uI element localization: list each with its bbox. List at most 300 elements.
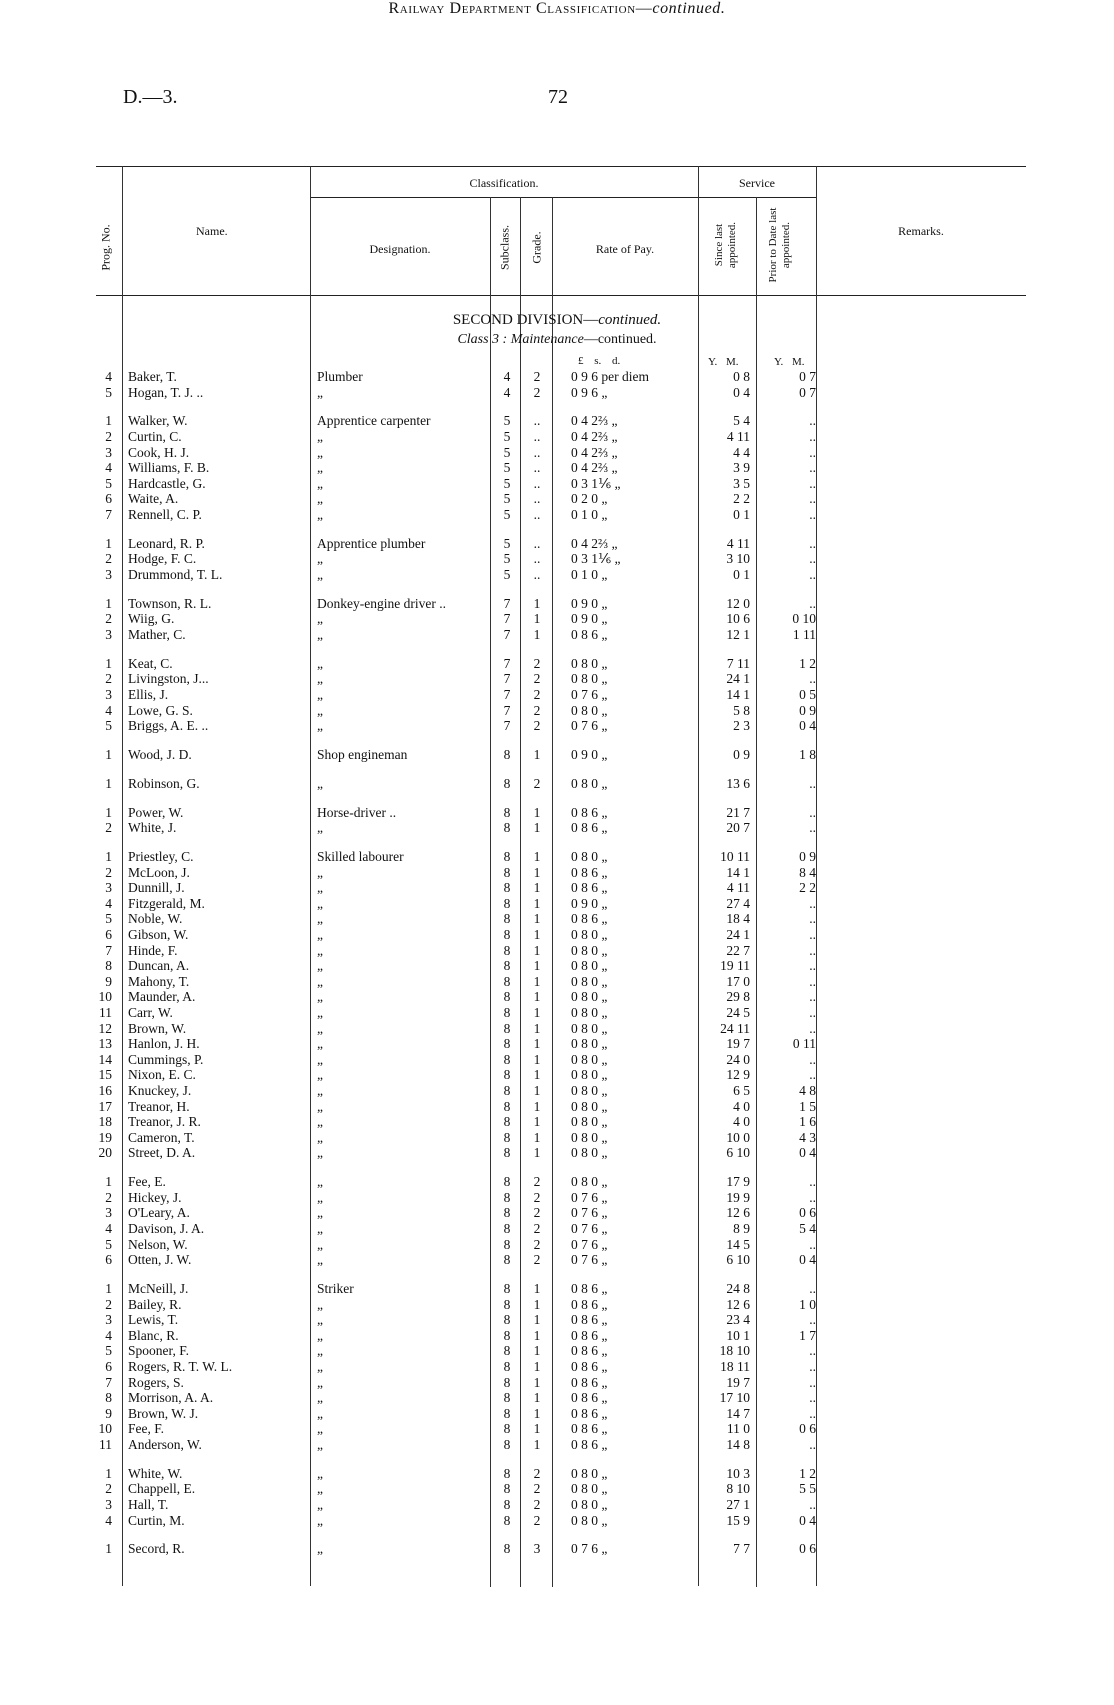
table-row xyxy=(0,1221,1114,1237)
prog-number: 1 xyxy=(105,1281,112,1296)
designation: „ xyxy=(317,507,323,522)
employee-name: Fitzgerald, M. xyxy=(128,895,205,911)
service-prior: 0 4 xyxy=(799,1145,816,1161)
employee-name: Fee, E. xyxy=(128,1174,166,1190)
employee-name: Spooner, F. xyxy=(128,1343,190,1359)
grade: 1 xyxy=(533,611,541,627)
subclass: 8 xyxy=(503,1481,511,1497)
grade: .. xyxy=(533,413,541,429)
col-head-subclass: Subclass. xyxy=(497,225,512,270)
service-since-appointed: 17 9 xyxy=(726,1174,750,1190)
service-prior: 5 4 xyxy=(799,1221,816,1236)
designation: „ xyxy=(317,989,323,1005)
rate-of-pay: 0 8 0 „ xyxy=(571,927,608,942)
prog-number: 10 xyxy=(98,1421,112,1437)
since-units: Y. M. xyxy=(708,356,739,368)
grade: 1 xyxy=(533,804,541,820)
employee-name: Noble, W. xyxy=(128,911,183,927)
designation: „ xyxy=(317,1296,323,1312)
prog-number: 3 xyxy=(105,1497,112,1512)
service-since-appointed: 19 7 xyxy=(726,1374,750,1390)
rate-of-pay: 0 9 6 „ xyxy=(571,384,608,400)
rate-of-pay: 0 9 0 „ xyxy=(571,595,608,611)
table-row xyxy=(0,747,1114,763)
table-row xyxy=(0,1481,1114,1497)
service-since-appointed: 22 7 xyxy=(726,942,750,958)
service-prior: 0 9 xyxy=(799,849,816,864)
prog-number: 7 xyxy=(105,942,112,958)
designation: „ xyxy=(317,1312,323,1328)
service-since-appointed: 3 10 xyxy=(726,551,750,567)
prog-number: 11 xyxy=(99,1005,112,1020)
title-continued: continued. xyxy=(652,0,726,17)
service-since-appointed: 12 6 xyxy=(726,1205,750,1221)
subclass: 5 xyxy=(503,460,511,476)
rate-of-pay: 0 8 0 „ xyxy=(571,1114,608,1130)
employee-name: Treanor, H. xyxy=(128,1098,190,1114)
designation: „ xyxy=(317,1051,323,1067)
service-since-appointed: 12 9 xyxy=(726,1067,750,1083)
subclass: 8 xyxy=(503,804,511,820)
table-row xyxy=(0,1281,1114,1297)
service-prior: .. xyxy=(809,895,816,911)
rate-of-pay: 0 3 1⅙ „ xyxy=(571,475,621,491)
prior-units: Y. M. xyxy=(774,356,805,368)
prog-number: 6 xyxy=(105,927,112,942)
grade: 2 xyxy=(533,671,541,687)
table-row xyxy=(0,596,1114,612)
prog-number: 7 xyxy=(105,1374,112,1390)
service-prior: .. xyxy=(809,911,816,927)
employee-name: Leonard, R. P. xyxy=(128,535,205,551)
service-prior: .. xyxy=(809,775,816,791)
table-row xyxy=(0,567,1114,583)
designation: „ xyxy=(317,1465,323,1481)
designation: „ xyxy=(317,1327,323,1343)
rate-of-pay: 0 8 6 „ xyxy=(571,1359,608,1374)
service-since-appointed: 12 1 xyxy=(726,627,750,642)
subclass: 8 xyxy=(503,1174,511,1190)
table-row xyxy=(0,1005,1114,1021)
designation: „ xyxy=(317,444,323,460)
rate-of-pay: 0 8 0 „ xyxy=(571,989,608,1005)
table-row xyxy=(0,1036,1114,1052)
grade: 1 xyxy=(533,1129,541,1145)
service-since-appointed: 0 1 xyxy=(733,507,750,522)
subclass: 7 xyxy=(503,595,511,611)
prog-number: 3 xyxy=(105,1312,112,1328)
subclass: 7 xyxy=(503,655,511,671)
service-since-appointed: 23 4 xyxy=(726,1312,750,1328)
grade: 1 xyxy=(533,595,541,611)
service-prior: 0 9 xyxy=(799,702,816,718)
employee-name: Blanc, R. xyxy=(128,1327,179,1343)
employee-name: Brown, W. xyxy=(128,1020,187,1036)
subclass: 5 xyxy=(503,535,511,551)
subclass: 8 xyxy=(503,864,511,880)
prog-number: 2 xyxy=(105,551,112,567)
grade: 1 xyxy=(533,1114,541,1130)
designation: „ xyxy=(317,911,323,927)
grade: 2 xyxy=(533,1465,541,1481)
subclass: 8 xyxy=(503,895,511,911)
rate-of-pay: 0 8 0 „ xyxy=(571,1145,608,1161)
rate-of-pay: 0 8 6 „ xyxy=(571,1281,608,1296)
prog-number: 11 xyxy=(99,1437,112,1452)
service-since-appointed: 4 11 xyxy=(726,429,750,444)
designation: „ xyxy=(317,1174,323,1190)
designation: „ xyxy=(317,429,323,444)
grade: 1 xyxy=(533,1390,541,1406)
designation: Striker xyxy=(317,1281,354,1296)
subclass: 8 xyxy=(503,1343,511,1359)
service-since-appointed: 27 1 xyxy=(726,1497,750,1512)
employee-name: Hinde, F. xyxy=(128,942,178,958)
rate-of-pay: 0 7 6 „ xyxy=(571,1205,608,1221)
service-prior: .. xyxy=(809,1374,816,1390)
table-row xyxy=(0,1513,1114,1529)
table-row xyxy=(0,849,1114,865)
service-prior: .. xyxy=(809,1359,816,1374)
service-prior: 1 8 xyxy=(799,747,816,762)
grade: 1 xyxy=(533,864,541,880)
rate-of-pay: 0 8 6 „ xyxy=(571,1421,608,1437)
service-prior: .. xyxy=(809,1005,816,1020)
rate-of-pay: 0 8 0 „ xyxy=(571,1098,608,1114)
prog-number: 1 xyxy=(105,849,112,864)
grade: 1 xyxy=(533,895,541,911)
grade: 1 xyxy=(533,989,541,1005)
service-prior: .. xyxy=(809,595,816,611)
designation: „ xyxy=(317,491,323,507)
prog-number: 4 xyxy=(105,702,112,718)
rate-of-pay: 0 7 6 „ xyxy=(571,718,608,734)
prog-number: 8 xyxy=(105,958,112,974)
employee-name: Drummond, T. L. xyxy=(128,567,223,582)
service-since-appointed: 17 10 xyxy=(719,1390,750,1406)
prog-number: 1 xyxy=(105,595,112,611)
service-since-appointed: 14 5 xyxy=(726,1236,750,1252)
employee-name: Maunder, A. xyxy=(128,989,196,1005)
subclass: 7 xyxy=(503,702,511,718)
designation: „ xyxy=(317,1405,323,1421)
division-continued: continued. xyxy=(598,312,662,328)
prog-number: 5 xyxy=(105,384,112,400)
designation: Apprentice carpenter xyxy=(317,413,431,429)
employee-name: Gibson, W. xyxy=(128,927,189,942)
service-prior: 0 4 xyxy=(799,718,816,734)
rate-of-pay: 0 8 6 „ xyxy=(571,1312,608,1328)
rate-of-pay: 0 8 0 „ xyxy=(571,1481,608,1497)
grade: 2 xyxy=(533,718,541,734)
table-row xyxy=(0,1067,1114,1083)
col-head-prog: Prog. No. xyxy=(98,224,113,271)
subclass: 8 xyxy=(503,958,511,974)
designation: Apprentice plumber xyxy=(317,535,426,551)
subclass: 8 xyxy=(503,1296,511,1312)
table-row xyxy=(0,429,1114,445)
service-prior: .. xyxy=(809,942,816,958)
service-since-appointed: 6 10 xyxy=(726,1145,750,1161)
service-since-appointed: 14 7 xyxy=(726,1405,750,1421)
service-since-appointed: 7 11 xyxy=(726,655,750,671)
grade: 1 xyxy=(533,911,541,927)
table-row xyxy=(0,369,1114,385)
prog-number: 3 xyxy=(105,444,112,460)
service-since-appointed: 8 9 xyxy=(733,1221,750,1236)
service-prior: .. xyxy=(809,475,816,491)
service-since-appointed: 17 0 xyxy=(726,973,750,989)
prog-number: 5 xyxy=(105,1236,112,1252)
service-prior: .. xyxy=(809,551,816,567)
prog-number: 1 xyxy=(105,1541,112,1557)
grade: .. xyxy=(533,475,541,491)
prog-number: 1 xyxy=(105,747,112,762)
employee-name: Baker, T. xyxy=(128,369,177,384)
employee-name: McLoon, J. xyxy=(128,864,190,880)
table-row xyxy=(0,1343,1114,1359)
prog-number: 16 xyxy=(98,1083,112,1098)
grade: 1 xyxy=(533,1296,541,1312)
title-main: Railway Department Classification— xyxy=(388,0,653,17)
table-row xyxy=(0,536,1114,552)
table-row xyxy=(0,943,1114,959)
rate-of-pay: 0 1 0 „ xyxy=(571,507,608,522)
service-prior: 1 7 xyxy=(799,1327,816,1343)
service-since-appointed: 7 7 xyxy=(733,1541,750,1557)
prog-number: 2 xyxy=(105,611,112,627)
employee-name: Hall, T. xyxy=(128,1497,169,1512)
service-prior: .. xyxy=(809,820,816,836)
grade: 1 xyxy=(533,820,541,836)
rate-of-pay: 0 8 6 „ xyxy=(571,627,608,642)
designation: „ xyxy=(317,1512,323,1528)
subclass: 5 xyxy=(503,551,511,567)
grade: 1 xyxy=(533,849,541,864)
service-since-appointed: 20 7 xyxy=(726,820,750,836)
prog-number: 4 xyxy=(105,460,112,476)
subclass: 8 xyxy=(503,1541,511,1557)
service-since-appointed: 4 0 xyxy=(733,1098,750,1114)
prog-number: 9 xyxy=(105,1405,112,1421)
service-since-appointed: 10 3 xyxy=(726,1465,750,1481)
subclass: 8 xyxy=(503,1512,511,1528)
grade: 2 xyxy=(533,1205,541,1221)
subclass: 5 xyxy=(503,413,511,429)
document-reference: D.—3. xyxy=(123,86,178,108)
table-row xyxy=(0,671,1114,687)
col-head-service: Service xyxy=(739,176,775,190)
subclass: 8 xyxy=(503,1083,511,1098)
prog-number: 3 xyxy=(105,880,112,896)
designation: „ xyxy=(317,702,323,718)
employee-name: Mather, C. xyxy=(128,627,186,642)
rate-of-pay: 0 9 6 per diem xyxy=(571,369,649,384)
rate-of-pay: 0 8 6 „ xyxy=(571,1343,608,1359)
service-prior: .. xyxy=(809,1437,816,1452)
grade: 1 xyxy=(533,1327,541,1343)
designation: „ xyxy=(317,1497,323,1512)
employee-name: Cook, H. J. xyxy=(128,444,190,460)
rate-of-pay: 0 7 6 „ xyxy=(571,687,608,702)
table-row xyxy=(0,1145,1114,1161)
table-row xyxy=(0,1312,1114,1328)
designation: „ xyxy=(317,820,323,836)
col-head-since-label: Since last appointed. xyxy=(713,221,738,269)
subclass: 8 xyxy=(503,927,511,942)
rate-of-pay: 0 9 0 „ xyxy=(571,611,608,627)
service-prior: 0 5 xyxy=(799,687,816,702)
prog-number: 4 xyxy=(105,895,112,911)
employee-name: Hickey, J. xyxy=(128,1189,182,1205)
subclass: 8 xyxy=(503,942,511,958)
rate-of-pay: 0 7 6 „ xyxy=(571,1189,608,1205)
grade: 1 xyxy=(533,1281,541,1296)
table-row xyxy=(0,1297,1114,1313)
rate-of-pay: 0 8 0 „ xyxy=(571,849,608,864)
grade: 1 xyxy=(533,973,541,989)
table-row xyxy=(0,958,1114,974)
service-prior: .. xyxy=(809,1312,816,1328)
subclass: 8 xyxy=(503,1005,511,1020)
table-row xyxy=(0,1205,1114,1221)
employee-name: Rogers, S. xyxy=(128,1374,184,1390)
designation: „ xyxy=(317,942,323,958)
employee-name: Brown, W. J. xyxy=(128,1405,199,1421)
subclass: 5 xyxy=(503,475,511,491)
rate-of-pay: 0 8 6 „ xyxy=(571,880,608,896)
grade: 2 xyxy=(533,1512,541,1528)
designation: „ xyxy=(317,1343,323,1359)
employee-name: Carr, W. xyxy=(128,1005,173,1020)
subclass: 8 xyxy=(503,1051,511,1067)
rate-of-pay: 0 8 6 „ xyxy=(571,1405,608,1421)
table-row xyxy=(0,1252,1114,1268)
class-continued: —continued. xyxy=(583,332,657,347)
designation: „ xyxy=(317,655,323,671)
subclass: 8 xyxy=(503,747,511,762)
service-since-appointed: 18 4 xyxy=(726,911,750,927)
rate-of-pay: 0 8 0 „ xyxy=(571,1083,608,1098)
subclass: 4 xyxy=(503,384,511,400)
table-row xyxy=(0,385,1114,401)
prog-number: 1 xyxy=(105,804,112,820)
grade: 2 xyxy=(533,655,541,671)
table-row xyxy=(0,611,1114,627)
subclass: 8 xyxy=(503,1497,511,1512)
service-prior: 0 11 xyxy=(792,1036,816,1052)
service-prior: 8 4 xyxy=(799,864,816,880)
table-row xyxy=(0,1466,1114,1482)
employee-name: Morrison, A. A. xyxy=(128,1390,214,1406)
grade: 1 xyxy=(533,1437,541,1452)
rate-of-pay: 0 7 6 „ xyxy=(571,1541,608,1557)
designation: Horse-driver .. xyxy=(317,804,397,820)
table-row xyxy=(0,491,1114,507)
grade: 1 xyxy=(533,1005,541,1020)
service-prior: .. xyxy=(809,671,816,687)
service-since-appointed: 10 0 xyxy=(726,1129,750,1145)
grade: 1 xyxy=(533,747,541,762)
grade: 2 xyxy=(533,702,541,718)
prog-number: 4 xyxy=(105,1512,112,1528)
service-since-appointed: 18 10 xyxy=(719,1343,750,1359)
rate-of-pay: 0 8 0 „ xyxy=(571,1512,608,1528)
service-since-appointed: 0 4 xyxy=(733,384,750,400)
prog-number: 2 xyxy=(105,1296,112,1312)
employee-name: Street, D. A. xyxy=(128,1145,196,1161)
service-prior: 0 6 xyxy=(799,1541,816,1557)
service-prior: .. xyxy=(809,927,816,942)
prog-number: 15 xyxy=(98,1067,112,1083)
subclass: 8 xyxy=(503,1421,511,1437)
service-since-appointed: 24 8 xyxy=(726,1281,750,1296)
service-since-appointed: 24 1 xyxy=(726,671,750,687)
employee-name: White, W. xyxy=(128,1465,183,1481)
service-prior: 1 6 xyxy=(799,1114,816,1130)
employee-name: Nelson, W. xyxy=(128,1236,188,1252)
employee-name: Curtin, C. xyxy=(128,429,182,444)
service-prior: .. xyxy=(809,535,816,551)
prog-number: 4 xyxy=(105,1327,112,1343)
service-since-appointed: 0 9 xyxy=(733,747,750,762)
rate-of-pay: 0 4 2⅔ „ xyxy=(571,535,618,551)
employee-name: Mahony, T. xyxy=(128,973,190,989)
designation: „ xyxy=(317,1541,323,1557)
subclass: 8 xyxy=(503,1205,511,1221)
service-prior: 0 7 xyxy=(799,369,816,384)
service-prior: 1 2 xyxy=(799,1465,816,1481)
prog-number: 2 xyxy=(105,671,112,687)
grade: 2 xyxy=(533,1174,541,1190)
employee-name: Walker, W. xyxy=(128,413,188,429)
rate-of-pay: 0 2 0 „ xyxy=(571,491,608,507)
employee-name: Cameron, T. xyxy=(128,1129,195,1145)
subclass: 7 xyxy=(503,718,511,734)
table-row xyxy=(0,445,1114,461)
service-prior: .. xyxy=(809,1281,816,1296)
subclass: 8 xyxy=(503,1036,511,1052)
designation: „ xyxy=(317,1421,323,1437)
grade: 2 xyxy=(533,1497,541,1512)
employee-name: Lewis, T. xyxy=(128,1312,179,1328)
class-label: Class 3 : xyxy=(457,332,511,347)
division-label: SECOND DIVISION— xyxy=(452,312,599,328)
rate-of-pay: 0 4 2⅔ „ xyxy=(571,429,618,444)
table-row xyxy=(0,413,1114,429)
prog-number: 19 xyxy=(98,1129,112,1145)
rate-of-pay: 0 8 0 „ xyxy=(571,1497,608,1512)
service-prior: .. xyxy=(809,429,816,444)
service-since-appointed: 12 0 xyxy=(726,595,750,611)
rate-of-pay: 0 8 6 „ xyxy=(571,864,608,880)
service-prior: 0 6 xyxy=(799,1421,816,1437)
table-row xyxy=(0,1174,1114,1190)
subclass: 5 xyxy=(503,507,511,522)
service-prior: 1 5 xyxy=(799,1098,816,1114)
service-prior: 5 5 xyxy=(799,1481,816,1497)
prog-number: 2 xyxy=(105,1481,112,1497)
grade: 1 xyxy=(533,1343,541,1359)
grade: 2 xyxy=(533,1236,541,1252)
rate-of-pay: 0 8 0 „ xyxy=(571,1051,608,1067)
subclass: 7 xyxy=(503,671,511,687)
service-prior: .. xyxy=(809,444,816,460)
employee-name: Bailey, R. xyxy=(128,1296,182,1312)
employee-name: Hardcastle, G. xyxy=(128,475,206,491)
designation: „ xyxy=(317,1114,323,1130)
prog-number: 1 xyxy=(105,413,112,429)
